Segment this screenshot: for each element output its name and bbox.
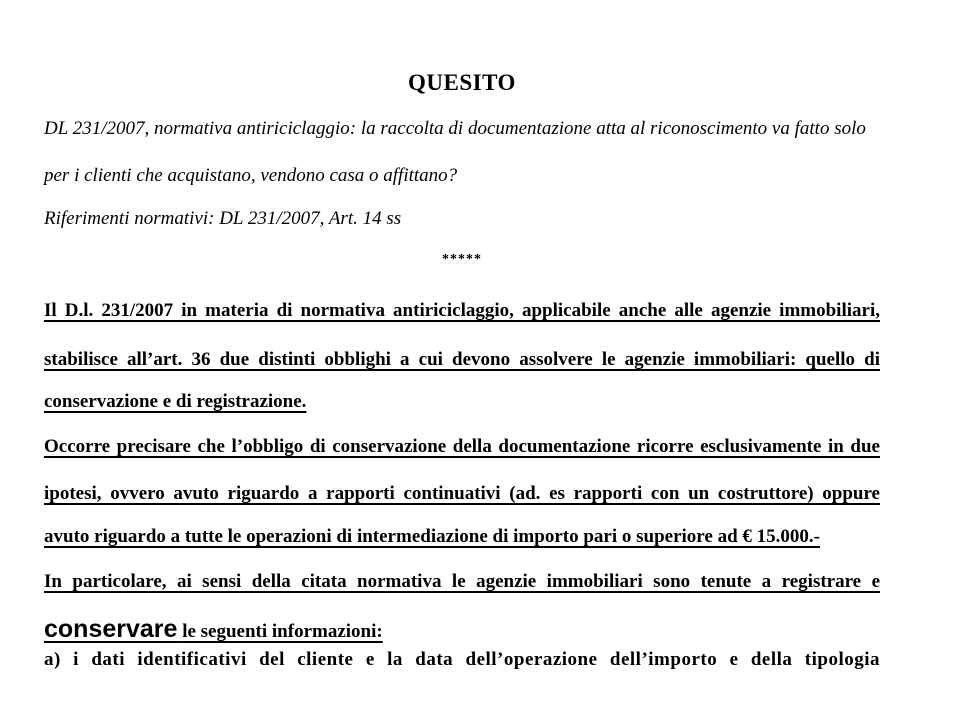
question-line-2: per i clienti che acquistano, vendono casa o affittano? — [44, 165, 458, 186]
truncated-line — [44, 649, 880, 672]
body-line-8-rest: le seguenti informazioni: — [177, 621, 383, 642]
document-page — [44, 60, 880, 670]
emphasized-word: conservare — [44, 615, 178, 643]
truncated-line-text: a) i dati identificativi del cliente e la data dell’operazione dell’importo e della tipologia — [44, 649, 880, 670]
body-line-2: stabilisce all’art. 36 due distinti obblighi a cui devono assolvere le agenzie immobiliari: quello di — [44, 349, 880, 370]
normative-references: Riferimenti normativi: DL 231/2007, Art. 14 ss — [44, 208, 402, 229]
document-title: QUESITO — [408, 70, 516, 95]
body-line-3: conservazione e di registrazione. — [44, 391, 307, 412]
body-line-6: avuto riguardo a tutte le operazioni di intermediazione di importo pari o superiore ad € 15.000.- — [44, 526, 820, 547]
body-line-8 — [44, 615, 383, 644]
body-line-7: In particolare, ai sensi della citata normativa le agenzie immobiliari sono tenute a registrare e — [44, 571, 880, 592]
section-separator: ***** — [442, 252, 482, 267]
body-line-4: Occorre precisare che l’obbligo di conservazione della documentazione ricorre esclusivamente in due — [44, 436, 880, 457]
body-line-1: Il D.l. 231/2007 in materia di normativa antiriciclaggio, applicabile anche alle agenzie immobiliari, — [44, 300, 880, 321]
question-line-1: DL 231/2007, normativa antiriciclaggio: la raccolta di documentazione atta al riconoscimento va fatto solo — [44, 118, 866, 139]
body-line-5: ipotesi, ovvero avuto riguardo a rapporti continuativi (ad. es rapporti con un costruttore) oppure — [44, 483, 880, 504]
